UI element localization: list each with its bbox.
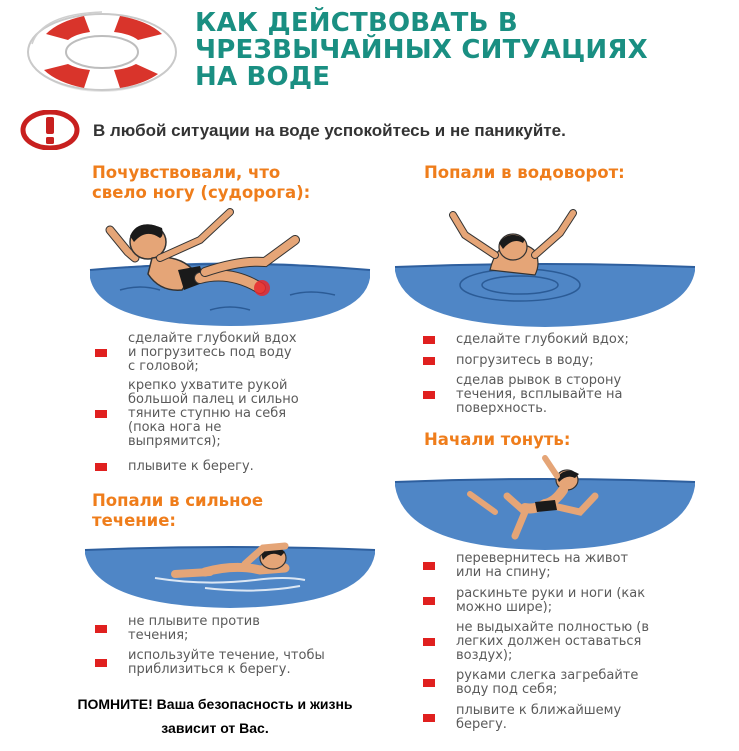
item-line: воздух); — [456, 648, 513, 663]
heading-line: свело ногу (судорога): — [92, 183, 311, 202]
item-line: плывите к ближайшему — [456, 703, 622, 718]
bullet-icon — [95, 410, 107, 418]
whirlpool-list — [423, 331, 723, 417]
bullet-icon — [423, 357, 435, 365]
item-line: перевернитесь на живот — [456, 551, 629, 566]
item-line: и погрузитесь под воду — [128, 345, 292, 360]
title-line: КАК ДЕЙСТВОВАТЬ В — [195, 8, 518, 38]
exclamation-icon — [20, 110, 80, 150]
item-line: или на спину; — [456, 565, 551, 580]
heading-line: течение: — [92, 511, 177, 530]
item-line: руками слегка загребайте — [456, 668, 639, 683]
list-item — [423, 331, 723, 349]
drowning-illustration — [395, 452, 695, 552]
list-item — [423, 668, 723, 698]
item-line: плывите к берегу. — [128, 459, 254, 474]
item-line: можно шире); — [456, 600, 553, 615]
item-line: сделайте глубокий вдох; — [456, 332, 629, 347]
bullet-icon — [423, 597, 435, 605]
bullet-icon — [423, 679, 435, 687]
water-pool — [85, 547, 375, 608]
heading-line: Почувствовали, что — [92, 163, 281, 182]
bullet-icon — [423, 562, 435, 570]
reminder-line: ПОМНИТЕ! Ваша безопасность и жизнь — [77, 696, 353, 712]
list-item — [423, 551, 723, 581]
item-line: течения; — [128, 628, 189, 643]
item-line: не выдыхайте полностью (в — [456, 620, 650, 635]
list-item — [423, 352, 723, 370]
reminder-line: зависит от Вас. — [161, 720, 269, 736]
item-line: с головой; — [128, 359, 199, 374]
current-heading — [92, 491, 263, 531]
bullet-icon — [95, 349, 107, 357]
item-line: воду под себя; — [456, 682, 558, 697]
list-item — [95, 331, 375, 375]
bullet-icon — [423, 336, 435, 344]
bullet-icon — [423, 391, 435, 399]
cramp-heading — [92, 163, 310, 203]
warning-text: В любой ситуации на воде успокойтесь и не паникуйте. — [93, 121, 566, 140]
item-line: сделайте глубокий вдох — [128, 331, 297, 346]
item-line: большой палец и сильно — [128, 392, 299, 407]
bullet-icon — [423, 714, 435, 722]
heading-line: Попали в водоворот: — [424, 163, 625, 182]
item-line: не плывите против — [128, 614, 260, 629]
list-item — [95, 457, 375, 477]
title-line: ЧРЕЗВЫЧАЙНЫХ СИТУАЦИЯХ — [195, 35, 648, 65]
item-line: раскиньте руки и ноги (как — [456, 586, 646, 601]
bullet-icon — [95, 659, 107, 667]
cramp-illustration — [90, 200, 370, 330]
title-line: НА ВОДЕ — [195, 62, 331, 92]
reminder-text — [40, 692, 390, 740]
item-line: тяните ступню на себя — [128, 406, 287, 421]
page-title — [195, 10, 725, 91]
item-line: (пока нога не — [128, 420, 222, 435]
item-line: сделав рывок в сторону — [456, 373, 622, 388]
cramp-list — [95, 331, 375, 477]
item-line: погрузитесь в воду; — [456, 353, 594, 368]
item-line: течения, всплывайте на — [456, 387, 623, 402]
list-item — [423, 586, 723, 616]
list-item — [423, 373, 723, 417]
list-item — [423, 703, 723, 733]
lifebuoy-icon — [22, 8, 182, 96]
drowning-heading — [424, 430, 570, 450]
bullet-icon — [423, 638, 435, 646]
whirlpool-heading — [424, 163, 625, 183]
item-line: берегу. — [456, 717, 507, 732]
list-item — [95, 615, 385, 643]
item-line: крепко ухватите рукой — [128, 378, 288, 393]
item-line: используйте течение, чтобы — [128, 648, 325, 663]
list-item — [95, 649, 385, 677]
water-pool — [395, 264, 695, 327]
heading-line: Начали тонуть: — [424, 430, 571, 449]
bullet-icon — [95, 463, 107, 471]
item-line: приблизиться к берегу. — [128, 662, 291, 677]
whirlpool-illustration — [395, 205, 695, 330]
list-item — [95, 379, 375, 449]
current-list — [95, 615, 385, 677]
heading-line: Попали в сильное — [92, 491, 264, 510]
water-pool — [395, 479, 695, 550]
item-line: поверхность. — [456, 401, 548, 416]
bullet-icon — [95, 625, 107, 633]
drowning-list — [423, 551, 723, 733]
item-line: выпрямится); — [128, 434, 221, 449]
current-illustration — [85, 540, 375, 610]
list-item — [423, 620, 723, 664]
item-line: легких должен оставаться — [456, 634, 642, 649]
